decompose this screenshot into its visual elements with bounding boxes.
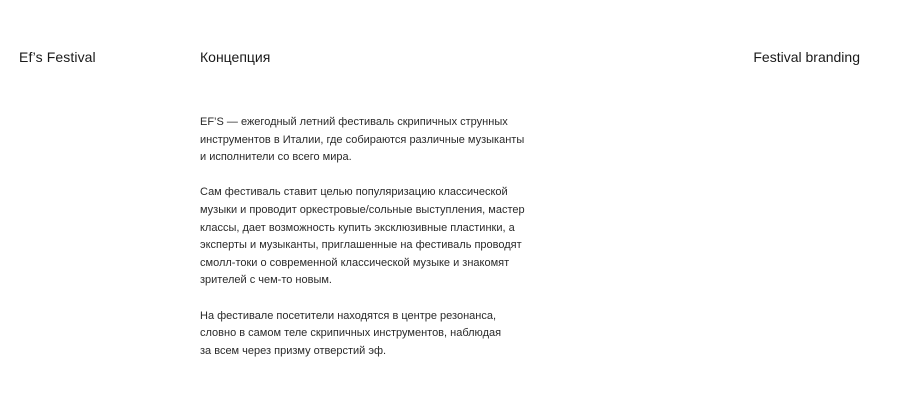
text-line: смолл-токи о современной классической музыке и знакомят xyxy=(200,256,510,269)
paragraph xyxy=(200,114,560,167)
text-line: инструментов в Италии, где собираются различные музыканты xyxy=(200,133,525,146)
text-line: словно в самом теле скрипичных инструментов, наблюдая xyxy=(200,327,502,340)
paragraph xyxy=(200,184,560,290)
text-line: и исполнители со всего мира. xyxy=(200,151,352,164)
text-line: зрителей с чем-то новым. xyxy=(200,274,332,287)
text-line: классы, дает возможность купить эксклюзивные пластинки, а xyxy=(200,221,515,234)
text-line: эксперты и музыканты, приглашенные на фестиваль проводят xyxy=(200,239,522,252)
text-line: за всем через призму отверстий эф. xyxy=(200,344,387,357)
text-line: EF’S — ежегодный летний фестиваль скрипичных струнных xyxy=(200,116,508,128)
festival-branding-link[interactable]: Festival branding xyxy=(753,49,860,65)
section-title: Концепция xyxy=(200,49,271,65)
concept-text xyxy=(200,114,560,378)
paragraph xyxy=(200,308,560,361)
text-line: Сам фестиваль ставит целью популяризацию классической xyxy=(200,186,508,199)
text-line: На фестивале посетители находятся в центре резонанса, xyxy=(200,309,497,322)
text-line: музыки и проводит оркестровые/сольные выступления, мастер xyxy=(200,203,525,216)
site-brand-link[interactable]: Ef’s Festival xyxy=(19,49,96,65)
